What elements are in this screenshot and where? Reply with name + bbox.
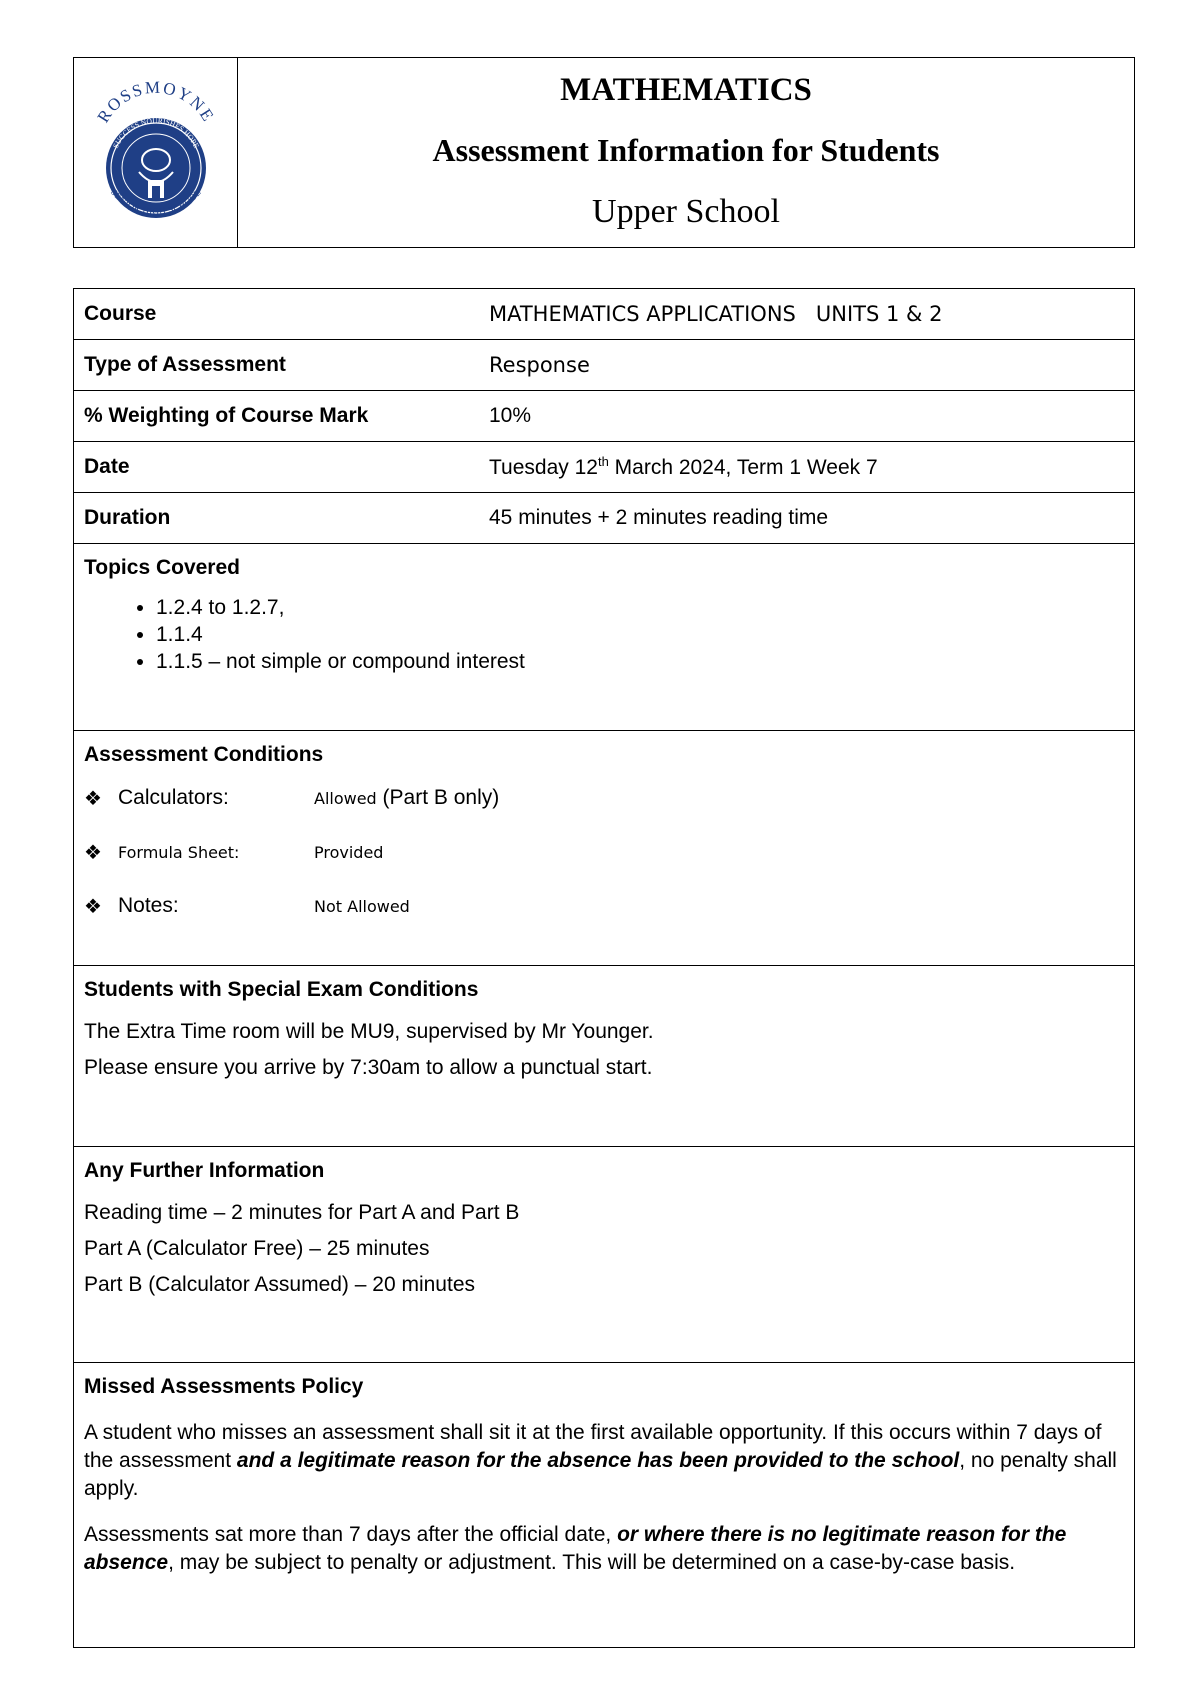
school-level: Upper School	[592, 193, 780, 230]
type-value: Response	[487, 340, 1135, 391]
duration-label: Duration	[74, 493, 488, 544]
further-line-reading: Reading time – 2 minutes for Part A and Part B	[84, 1201, 520, 1224]
special-conditions-section	[74, 966, 1135, 1147]
table-row-policy	[74, 1363, 1135, 1648]
conditions-heading: Assessment Conditions	[84, 743, 324, 766]
course-label: Course	[74, 289, 488, 340]
table-row-date	[74, 442, 1135, 493]
title-cell	[238, 58, 1134, 247]
policy-paragraph-1: A student who misses an assessment shall sit it at the first available opportunity. If this occurs within 7 days of the assessment and a legitimate reason for the absence has been provided to the school, no penalty shall apply.	[84, 1421, 1117, 1500]
condition-formula-sheet	[84, 825, 1124, 879]
logo-text-bottom: SENIOR HIGH SCHOOL	[108, 186, 203, 216]
table-row-further	[74, 1147, 1135, 1363]
table-row-weighting	[74, 391, 1135, 442]
page-title: MATHEMATICS	[560, 72, 812, 108]
conditions-section	[74, 731, 1135, 966]
date-label: Date	[74, 442, 488, 493]
special-line-room: The Extra Time room will be MU9, supervised by Mr Younger.	[84, 1020, 654, 1043]
assessment-info-table	[73, 288, 1135, 1648]
special-heading: Students with Special Exam Conditions	[84, 978, 479, 1001]
topics-section	[74, 544, 1135, 731]
condition-value: Allowed (Part B only)	[314, 786, 500, 809]
school-crest-logo	[81, 68, 231, 238]
page-subtitle: Assessment Information for Students	[432, 132, 940, 168]
weighting-label: % Weighting of Course Mark	[74, 391, 488, 442]
date-ordinal: th	[597, 454, 609, 469]
table-row-special	[74, 966, 1135, 1147]
date-rest: March 2024, Term 1 Week 7	[608, 456, 878, 479]
date-day: Tuesday 12	[489, 456, 598, 479]
logo-text-top: ROSSMOYNE	[93, 77, 218, 126]
condition-value: Not Allowed	[314, 897, 410, 916]
diamond-bullet-icon: ❖	[84, 841, 102, 864]
course-value: MATHEMATICS APPLICATIONS UNITS 1 & 2	[487, 289, 1135, 340]
policy-section	[74, 1363, 1135, 1648]
condition-label: Formula Sheet:	[118, 842, 240, 862]
policy-paragraph-2: Assessments sat more than 7 days after the official date, or where there is no legitimate reason for the absence, may be subject to penalty or adjustment. This will be determined on a case-by-case basis.	[84, 1523, 1067, 1574]
topics-heading: Topics Covered	[84, 556, 240, 579]
table-row-course	[74, 289, 1135, 340]
topics-list	[84, 594, 1124, 675]
further-info-section	[74, 1147, 1135, 1363]
condition-label: Calculators:	[118, 786, 229, 809]
condition-value: Provided	[314, 843, 384, 862]
diamond-bullet-icon: ❖	[84, 787, 102, 810]
list-item: • 1.1.4	[156, 621, 1124, 648]
table-row-duration	[74, 493, 1135, 544]
condition-calculators	[84, 771, 1124, 825]
further-heading: Any Further Information	[84, 1159, 325, 1182]
diamond-bullet-icon: ❖	[84, 895, 102, 918]
logo-cell	[74, 58, 238, 247]
list-item: • 1.2.4 to 1.2.7,	[156, 594, 1124, 621]
type-label: Type of Assessment	[74, 340, 488, 391]
list-item: • 1.1.5 – not simple or compound interest	[156, 648, 1124, 675]
special-line-arrival: Please ensure you arrive by 7:30am to allow a punctual start.	[84, 1056, 653, 1079]
header-box	[73, 57, 1135, 248]
weighting-value: 10%	[487, 391, 1135, 442]
condition-label: Notes:	[118, 894, 179, 917]
table-row-type	[74, 340, 1135, 391]
logo-motto: SUCCESS NOURISHES HOPE	[110, 115, 201, 150]
table-row-conditions	[74, 731, 1135, 966]
duration-value: 45 minutes + 2 minutes reading time	[487, 493, 1135, 544]
table-row-topics	[74, 544, 1135, 731]
condition-notes	[84, 879, 1124, 933]
further-line-part-a: Part A (Calculator Free) – 25 minutes	[84, 1237, 430, 1260]
policy-heading: Missed Assessments Policy	[84, 1375, 364, 1398]
further-line-part-b: Part B (Calculator Assumed) – 20 minutes	[84, 1273, 476, 1296]
date-value	[487, 442, 1135, 493]
